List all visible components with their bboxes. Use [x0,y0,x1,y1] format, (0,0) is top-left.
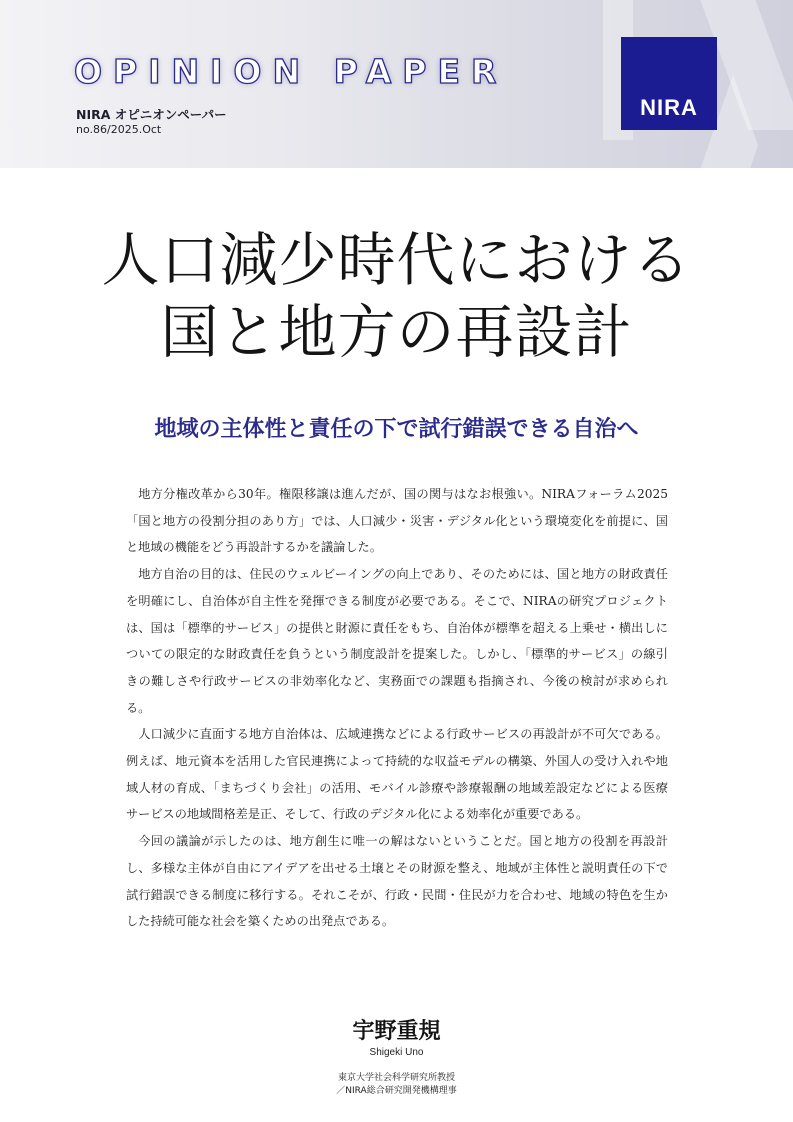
body-paragraph: 地方分権改革から30年。権限移譲は進んだが、国の関与はなお根強い。NIRAフォーラム2025「国と地方の役割分担のあり方」では、人口減少・災害・デジタル化という環境変化を前提に、国と地域の機能をどう再設計するかを議論した。 [126,487,668,555]
page-title [0,224,793,368]
body-paragraph: 人口減少に直面する地方自治体は、広域連携などによる行政サービスの再設計が不可欠である。例えば、地元資本を活用した官民連携によって持続的な収益モデルの構築、外国人の受け入れや地域人材の育成、「まちづくり会社」の活用、モバイル診療や診療報酬の地域差設定などによる医療サービスの地域間格差是正、そして、行政のデジタル化による効率化が重要である。 [126,727,668,822]
nira-logo-text: NIRA [640,95,698,120]
page-title-line-1: 人口減少時代における [101,226,692,294]
series-title: OPINION PAPER [74,52,508,91]
author-name: 宇野重規 [352,1019,441,1044]
body-paragraph: 今回の議論が示したのは、地方創生に唯一の解はないということだ。国と地方の役割を再設計し、多様な主体が自由にアイデアを出せる土壌とその財源を整え、地域が主体性と説明責任の下で試行錯誤できる制度に移行する。それこそが、行政・民間・住民が力を合わせ、地域の特色を生かした持続可能な社会を築くための出発点である。 [126,834,668,929]
page-title-line-2: 国と地方の再設計 [160,298,633,366]
issue-number: no.86/2025.Oct [76,123,162,136]
body-paragraph: 地方自治の目的は、住民のウェルビーイングの向上であり、そのためには、国と地方の財政責任を明確にし、自治体が自主性を発揮できる制度が必要である。そこで、NIRAの研究プロジェクトは、国は「標準的サービス」の提供と財源に責任をもち、自治体が標準を超える上乗せ・横出しについての限定的な財政責任を負うという制度設計を提案した。しかし、「標準的サービス」の線引きの難しさや行政サービスの非効率化など、実務面での課題も指摘され、今後の検討が求められる。 [126,567,668,715]
author-affiliation-line-2: ／NIRA総合研究開発機構理事 [336,1086,457,1096]
author-affiliation [0,1072,793,1098]
author-affiliation-line-1: 東京大学社会科学研究所教授 [337,1073,455,1083]
series-subtitle: NIRA オピニオンペーパー [76,107,227,122]
nira-logo [621,37,717,130]
article-body [126,481,668,935]
author-name-roman: Shigeki Uno [369,1047,424,1058]
header-band [0,0,793,168]
page-subtitle: 地域の主体性と責任の下で試行錯誤できる自治へ [154,417,639,442]
